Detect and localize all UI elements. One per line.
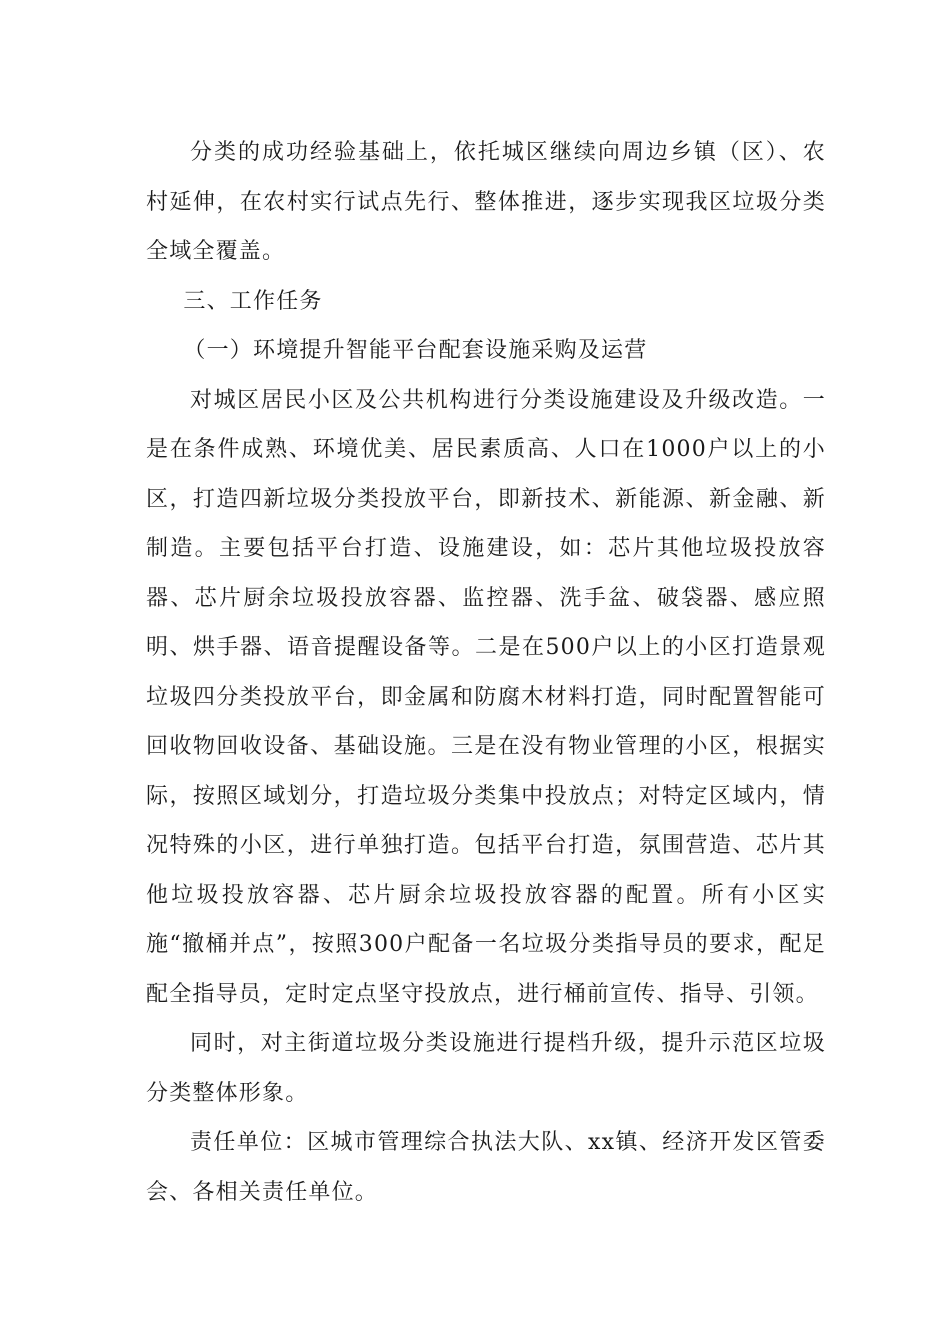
document-body (146, 128, 826, 1217)
paragraph-main-streets: 同时，对主街道垃圾分类设施进行提档升级，提升示范区垃圾分类整体形象。 (146, 1031, 826, 1106)
paragraph-facilities: 对城区居民小区及公共机构进行分类设施建设及升级改造。一是在条件成熟、环境优美、居民素质高、人口在1000户以上的小区，打造四新垃圾分类投放平台，即新技术、新能源、新金融、新制造。主要包括平台打造、设施建设，如：芯片其他垃圾投放容器、芯片厨余垃圾投放容器、监控器、洗手盆、破袋器、感应照明、烘手器、语音提醒设备等。二是在500户以上的小区打造景观垃圾四分类投放平台，即金属和防腐木材料打造，同时配置智能可回收物回收设备、基础设施。三是在没有物业管理的小区，根据实际，按照区域划分，打造垃圾分类集中投放点；对特定区域内，情况特殊的小区，进行单独打造。包括平台打造，氛围营造、芯片其他垃圾投放容器、芯片厨余垃圾投放容器的配置。所有小区实施“撤桶并点”，按照300户配备一名垃圾分类指导员的要求，配足配全指导员，定时定点坚守投放点，进行桶前宣传、指导、引领。 (146, 387, 826, 1007)
section-heading: 三、工作任务 (183, 288, 323, 314)
continuation-paragraph: 分类的成功经验基础上，依托城区继续向周边乡镇（区）、农村延伸，在农村实行试点先行、整体推进，逐步实现我区垃圾分类全域全覆盖。 (146, 140, 826, 264)
subsection-heading: （一）环境提升智能平台配套设施采购及运营 (183, 338, 648, 363)
paragraph-responsible-units: 责任单位：区城市管理综合执法大队、xx镇、经济开发区管委会、各相关责任单位。 (146, 1130, 826, 1205)
